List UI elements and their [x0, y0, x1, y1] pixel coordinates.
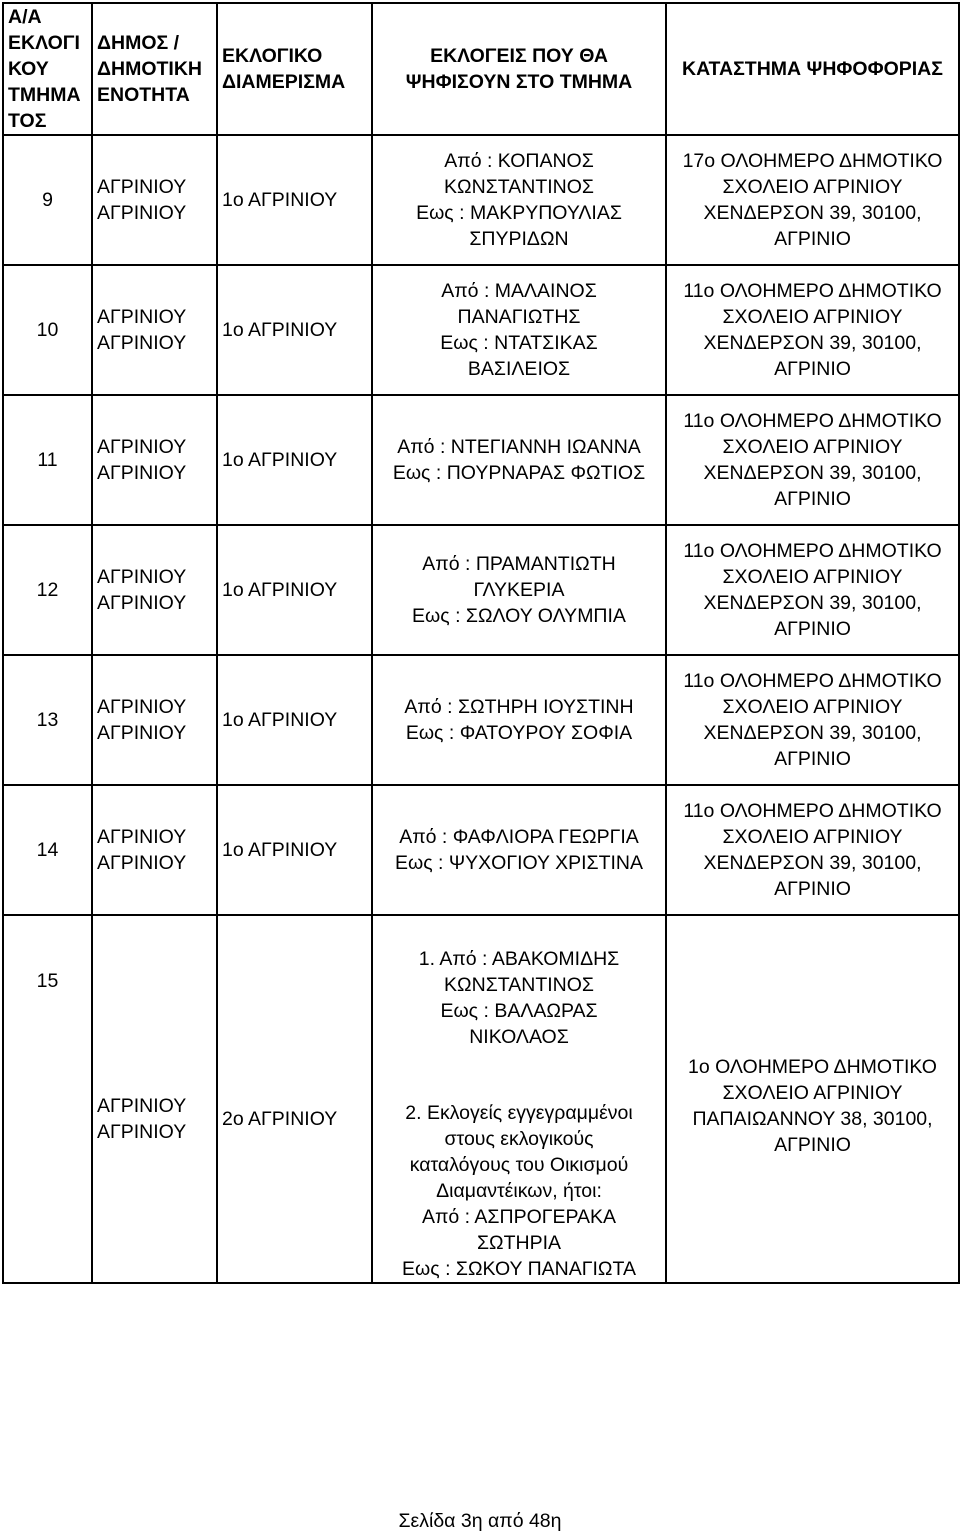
table-row	[3, 525, 959, 655]
polling-station-cell: 11ο ΟΛΟΗΜΕΡΟ ΔΗΜΟΤΙΚΟ ΣΧΟΛΕΙΟ ΑΓΡΙΝΙΟΥ ΧΕΝΔΕΡΣΟΝ 39, 30100, ΑΓΡΙΝΙΟ	[666, 395, 959, 525]
section-number: 13	[3, 655, 92, 785]
municipality-cell: ΑΓΡΙΝΙΟΥ ΑΓΡΙΝΙΟΥ	[92, 525, 217, 655]
page-number-footer: Σελίδα 3η από 48η	[398, 1510, 562, 1532]
municipality-cell: ΑΓΡΙΝΙΟΥ ΑΓΡΙΝΙΟΥ	[92, 655, 217, 785]
header-polling-station: ΚΑΤΑΣΤΗΜΑ ΨΗΦΟΦΟΡΙΑΣ	[666, 3, 959, 135]
table-row	[3, 655, 959, 785]
voters-cell: Από : ΠΡΑΜΑΝΤΙΩΤΗ ΓΛΥΚΕΡΙΑ Εως : ΣΩΛΟΥ ΟΛΥΜΠΙΑ	[372, 525, 666, 655]
district-cell: 1ο ΑΓΡΙΝΙΟΥ	[217, 395, 372, 525]
voters-cell: Από : ΝΤΕΓΙΑΝΝΗ ΙΩΑΝΝΑ Εως : ΠΟΥΡΝΑΡΑΣ ΦΩΤΙΟΣ	[372, 395, 666, 525]
section-number: 9	[3, 135, 92, 265]
polling-station-cell: 11ο ΟΛΟΗΜΕΡΟ ΔΗΜΟΤΙΚΟ ΣΧΟΛΕΙΟ ΑΓΡΙΝΙΟΥ ΧΕΝΔΕΡΣΟΝ 39, 30100, ΑΓΡΙΝΙΟ	[666, 265, 959, 395]
voters-group-2: 2. Εκλογείς εγγεγραμμένοι στους εκλογικούς καταλόγους του Οικισμού Διαμαντέικων, ήτοι: Από : ΑΣΠΡΟΓΕΡΑΚΑ ΣΩΤΗΡΙΑ Εως : ΣΩΚΟΥ ΠΑΝΑΓΙΩΤΑ	[402, 1102, 636, 1280]
voters-group-1: 1. Από : ΑΒΑΚΟΜΙΔΗΣ ΚΩΝΣΤΑΝΤΙΝΟΣ Εως : ΒΑΛΑΩΡΑΣ ΝΙΚΟΛΑΟΣ	[418, 948, 620, 1048]
municipality-cell: ΑΓΡΙΝΙΟΥ ΑΓΡΙΝΙΟΥ	[92, 915, 217, 1283]
table-header-row	[3, 3, 959, 135]
voters-cell: Από : ΚΟΠΑΝΟΣ ΚΩΝΣΤΑΝΤΙΝΟΣ Εως : ΜΑΚΡΥΠΟΥΛΙΑΣ ΣΠΥΡΙΔΩΝ	[372, 135, 666, 265]
group-spacer	[377, 1050, 661, 1074]
polling-station-cell: 11ο ΟΛΟΗΜΕΡΟ ΔΗΜΟΤΙΚΟ ΣΧΟΛΕΙΟ ΑΓΡΙΝΙΟΥ ΧΕΝΔΕΡΣΟΝ 39, 30100, ΑΓΡΙΝΙΟ	[666, 655, 959, 785]
voters-cell: Από : ΣΩΤΗΡΗ ΙΟΥΣΤΙΝΗ Εως : ΦΑΤΟΥΡΟΥ ΣΟΦΙΑ	[372, 655, 666, 785]
district-cell: 2ο ΑΓΡΙΝΙΟΥ	[217, 915, 372, 1283]
polling-station-cell: 11ο ΟΛΟΗΜΕΡΟ ΔΗΜΟΤΙΚΟ ΣΧΟΛΕΙΟ ΑΓΡΙΝΙΟΥ ΧΕΝΔΕΡΣΟΝ 39, 30100, ΑΓΡΙΝΙΟ	[666, 525, 959, 655]
table-row	[3, 915, 959, 1283]
polling-stations-table	[2, 2, 960, 1284]
section-number: 14	[3, 785, 92, 915]
header-voters: ΕΚΛΟΓΕΙΣ ΠΟΥ ΘΑ ΨΗΦΙΣΟΥΝ ΣΤΟ ΤΜΗΜΑ	[372, 3, 666, 135]
polling-station-cell: 17ο ΟΛΟΗΜΕΡΟ ΔΗΜΟΤΙΚΟ ΣΧΟΛΕΙΟ ΑΓΡΙΝΙΟΥ ΧΕΝΔΕΡΣΟΝ 39, 30100, ΑΓΡΙΝΙΟ	[666, 135, 959, 265]
district-cell: 1ο ΑΓΡΙΝΙΟΥ	[217, 785, 372, 915]
section-number: 15	[3, 915, 92, 1283]
municipality-cell: ΑΓΡΙΝΙΟΥ ΑΓΡΙΝΙΟΥ	[92, 135, 217, 265]
header-section-number: Α/Α ΕΚΛΟΓΙ ΚΟΥ ΤΜΗΜΑ ΤΟΣ	[3, 3, 92, 135]
header-municipality: ΔΗΜΟΣ / ΔΗΜΟΤΙΚΗ ΕΝΟΤΗΤΑ	[92, 3, 217, 135]
municipality-cell: ΑΓΡΙΝΙΟΥ ΑΓΡΙΝΙΟΥ	[92, 265, 217, 395]
district-cell: 1ο ΑΓΡΙΝΙΟΥ	[217, 265, 372, 395]
polling-station-cell: 11ο ΟΛΟΗΜΕΡΟ ΔΗΜΟΤΙΚΟ ΣΧΟΛΕΙΟ ΑΓΡΙΝΙΟΥ ΧΕΝΔΕΡΣΟΝ 39, 30100, ΑΓΡΙΝΙΟ	[666, 785, 959, 915]
voters-cell: Από : ΦΑΦΛΙΟΡΑ ΓΕΩΡΓΙΑ Εως : ΨΥΧΟΓΙΟΥ ΧΡΙΣΤΙΝΑ	[372, 785, 666, 915]
district-cell: 1ο ΑΓΡΙΝΙΟΥ	[217, 135, 372, 265]
section-number: 11	[3, 395, 92, 525]
voters-cell: Από : ΜΑΛΑΙΝΟΣ ΠΑΝΑΓΙΩΤΗΣ Εως : ΝΤΑΤΣΙΚΑΣ ΒΑΣΙΛΕΙΟΣ	[372, 265, 666, 395]
municipality-cell: ΑΓΡΙΝΙΟΥ ΑΓΡΙΝΙΟΥ	[92, 785, 217, 915]
municipality-cell: ΑΓΡΙΝΙΟΥ ΑΓΡΙΝΙΟΥ	[92, 395, 217, 525]
voters-cell	[372, 915, 666, 1283]
section-number: 10	[3, 265, 92, 395]
section-number: 12	[3, 525, 92, 655]
table-row	[3, 135, 959, 265]
table-row	[3, 785, 959, 915]
table-row	[3, 265, 959, 395]
district-cell: 1ο ΑΓΡΙΝΙΟΥ	[217, 655, 372, 785]
district-cell: 1ο ΑΓΡΙΝΙΟΥ	[217, 525, 372, 655]
polling-station-cell: 1ο ΟΛΟΗΜΕΡΟ ΔΗΜΟΤΙΚΟ ΣΧΟΛΕΙΟ ΑΓΡΙΝΙΟΥ ΠΑΠΑΙΩΑΝΝΟΥ 38, 30100, ΑΓΡΙΝΙΟ	[666, 915, 959, 1283]
table-row	[3, 395, 959, 525]
header-electoral-district: ΕΚΛΟΓΙΚΟ ΔΙΑΜΕΡΙΣΜΑ	[217, 3, 372, 135]
